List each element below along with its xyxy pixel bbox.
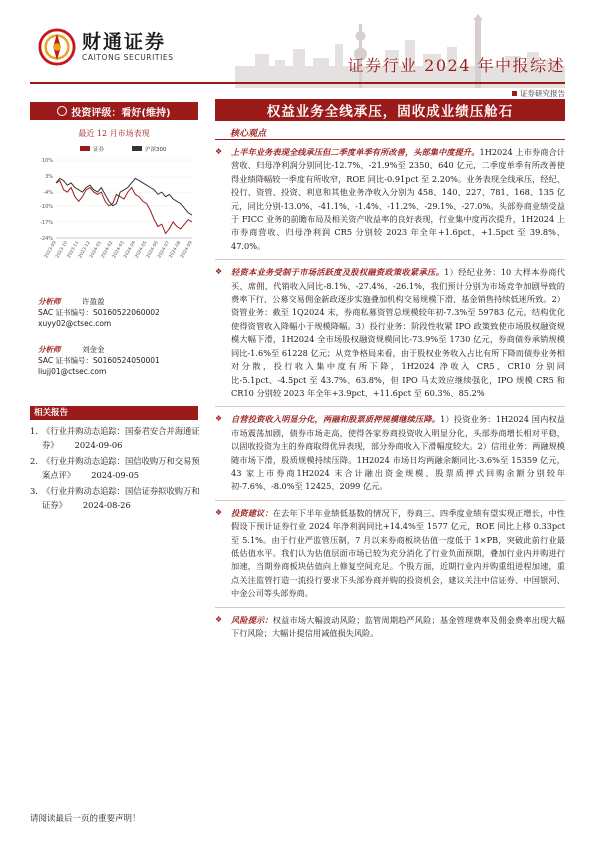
- analyst-card-1: [38, 296, 160, 329]
- investment-rating: 投资评级：看好(维持): [30, 102, 198, 120]
- key-point-item: [215, 614, 565, 641]
- analyst-role: 分析师: [38, 345, 61, 354]
- x-tick-label: 2024-06: [145, 240, 160, 260]
- analyst-name: 许盈盈: [82, 297, 105, 306]
- related-report-item[interactable]: 2. 《行业并购动态追踪：国信收购万和交易预案点评》 2024-09-05: [30, 456, 200, 480]
- key-point-body: 1）投资业务：1H2024 国内权益市场震荡加剧，债券市场走高，使得各家券商投资收入明显分化，头部券商增长相对平稳，以固收投资为主的券商取得优异表现，部分券商收入下滑幅度较大。2）信用业务：两融规模随市场下滑，股质规模持续压降。1H2024 市场日均两融余额同比-3.6%至 15359 亿元，43 家上市券商1H2024 末合计融出资金规模、股票质押式回购余额分别较年初-7.6%、-8.0%至 12425、2099 亿元。: [231, 414, 565, 492]
- y-tick-label: 3%: [45, 174, 53, 181]
- sac-label: SAC 证书编号：: [38, 356, 94, 365]
- x-tick-label: 2023-09: [43, 240, 58, 260]
- key-point-item: [215, 146, 565, 253]
- related-report-title: 《行业并购动态追踪：国信收购万和交易预案点评》: [42, 456, 200, 480]
- core-view-label: 核心观点: [230, 129, 267, 139]
- related-reports-list: [30, 424, 202, 514]
- related-report-item[interactable]: 1. 《行业并购动态追踪：国泰君安合并海通证券》 2024-09-06: [30, 426, 200, 450]
- x-tick-label: 2024-03: [111, 240, 126, 260]
- analyst-email[interactable]: liujj01@ctsec.com: [38, 367, 107, 376]
- disclaimer-footer: 请阅读最后一页的重要声明！: [30, 814, 141, 824]
- caitong-logo-icon: [38, 28, 76, 66]
- x-tick-label: 2023-11: [66, 240, 81, 260]
- y-tick-label: -10%: [40, 203, 53, 210]
- x-tick-label: 2024-05: [134, 240, 149, 260]
- x-tick-label: 2024-04: [123, 240, 138, 260]
- related-report-date: 2024-08-26: [82, 500, 131, 510]
- key-point-item: [215, 413, 565, 493]
- x-tick-label: 2024-09: [179, 240, 194, 260]
- logo-chinese-name: 财通证券: [82, 31, 167, 53]
- divider: [215, 406, 565, 407]
- related-report-date: 2024-09-05: [91, 470, 140, 480]
- y-tick-label: -24%: [40, 236, 53, 242]
- logo-english-name: CAITONG SECURITIES: [82, 53, 174, 62]
- related-report-item[interactable]: 3. 《行业并购动态追踪：国信证券拟收购万和证券》 2024-08-26: [30, 486, 200, 510]
- x-tick-label: 2024-01: [89, 240, 104, 260]
- x-tick-label: 2023-12: [77, 240, 92, 260]
- related-report-date: 2024-09-06: [74, 440, 123, 450]
- key-point-item: [215, 266, 565, 400]
- rating-badge-icon: [57, 106, 67, 116]
- key-point-lead: 投资建议：: [231, 507, 273, 518]
- square-bullet-icon: [512, 91, 517, 96]
- related-report-title: 《行业并购动态追踪：国信证券拟收购万和证券》: [42, 486, 200, 510]
- legend-label: 证券: [93, 147, 105, 153]
- sac-label: SAC 证书编号：: [38, 308, 94, 317]
- key-point-body: 1）经纪业务：10 大样本券商代买、席佣、代销收入同比-8.1%、-27.4%、-26.1%，我们预计分别为市场竞争加剧导致的费率下行、公募交易佣金新政逐步实施叠加机构交易规模下滑、基金销售持续低迷所致。2）资管业务：截至 1Q2024 末，券商私募资管总规模较年初-7.3%至 59783 亿元，结构优化使得资管收入降幅小于规模降幅。3）投行业务：阶段性收紧 IPO 政策致使市场股权融资规模大幅下滑，1H2024 全市场股权融资规模同比-73.9%至 1730 亿元，券商债券承销规模同比-1.6%至 61228 亿元；从竞争格局来看，由于股权业务收入占比有所下降而债券业务相对分散，投行收入集中度有所下降，1H2024 净收入 CR5、CR10 分别同比-5.1pct、-4.5pct 至 43.7%、63.8%，但 IPO 马太效应继续强化，IPO 规模 CR5 和 CR10 分别较 2023 年全年+3.9pct、+11.6pct 至 60.3%、85.2%: [231, 267, 565, 398]
- key-point-lead: 自营投资收入明显分化，两融和股票质押规模继续压降。: [231, 414, 441, 425]
- document-title: 证券行业 2024 年中报综述: [347, 56, 565, 75]
- core-view-divider: [215, 139, 565, 140]
- sac-number: S0160524050001: [93, 356, 160, 365]
- key-point-item: [215, 507, 565, 601]
- x-tick-label: 2024-08: [168, 240, 183, 260]
- key-point-lead: 轻资本业务受制于市场活跃度及股权融资政策收紧承压。: [231, 267, 445, 278]
- key-point-lead: 上半年业务表现全线承压但二季度单季有所改善，头部集中度提升。: [231, 147, 480, 157]
- header-divider: [30, 82, 565, 84]
- x-tick-label: 2024-07: [157, 240, 172, 260]
- report-type-label: 证券研究报告: [512, 88, 565, 99]
- y-tick-label: 10%: [41, 158, 53, 164]
- x-tick-label: 2023-10: [55, 240, 70, 260]
- related-reports-heading: 相关报告: [30, 406, 198, 420]
- key-point-body: 在去年下半年业绩低基数的情况下，券商三、四季度业绩有望实现正增长，中性假设下预计证券行业 2024 年净利润同比+14.4%至 1577 亿元，ROE 同比上移 0.33pct 至 5.1%。由于行业严监管压制，7 月以来券商板块估值一度低于 1×PB，突破此前行业最低估值水平。我们认为估值层面市场已较为充分消化了行业负面预期，叠加行业内并购进行加速，当期券商板块估值向上修复空间充足。个股方面，近期行业内并购重组进程加速，重点关注监管打造一流投行要求下头部券商并购的投资机会，建议关注中信证券、中国银河、中金公司等头部券商。: [231, 507, 565, 599]
- report-headline: 权益业务全线承压，固收成业绩压舱石: [215, 99, 565, 121]
- series-line: [56, 178, 192, 215]
- related-report-title: 《行业并购动态追踪：国泰君安合并海通证券》: [42, 426, 200, 450]
- divider: [215, 607, 565, 608]
- legend-swatch: [80, 146, 90, 151]
- x-tick-label: 2024-02: [100, 240, 115, 260]
- key-point-lead: 风险提示：: [231, 614, 273, 625]
- company-logo: [38, 28, 174, 66]
- analyst-email[interactable]: xuyy02@ctsec.com: [38, 319, 112, 328]
- analyst-name: 刘金金: [82, 345, 105, 354]
- y-tick-label: -4%: [43, 190, 53, 197]
- legend-label: 沪深300: [145, 147, 167, 153]
- y-tick-label: -17%: [40, 219, 53, 226]
- analyst-card-2: [38, 344, 160, 377]
- analyst-role: 分析师: [38, 297, 61, 306]
- legend-swatch: [132, 146, 142, 151]
- chart-title: 最近 12 月市场表现: [78, 129, 150, 138]
- market-performance-chart: [30, 140, 198, 280]
- key-points: [215, 146, 565, 646]
- divider: [215, 259, 565, 260]
- sac-number: S0160522060002: [93, 308, 160, 317]
- key-point-body: 权益市场大幅波动风险；监管周期趋严风险；基金管理费率及佣金费率出现大幅下行风险；大幅计提信用减值损失风险。: [231, 614, 565, 638]
- key-point-body: 1H2024 上市券商合计营收、归母净利润分别同比-12.7%、-21.9%至 2350、640 亿元，二季度单季有所改善使得业绩降幅较一季度有所收窄，ROE 同比-0.91pct 至 2.20%。业务表现全线承压，经纪、投行、资管、投资、利息和其他业务净收入分别为 458、140、227、781、168、135 亿元，同比分别-13.0%、-41.1%、-1.4%、-11.2%、-29.1%、-27.0%。头部券商业绩受益于 FICC 业务的前瞻布局及相关资产收益率的良好表现，行业集中度再次提升，1H2024 上市券商营收、归母净利润 CR5 分别较 2023 年全年+1.6pct、+1.5pct 至 39.8%、47.0%。: [231, 147, 565, 251]
- city-skyline-illustration: [235, 14, 565, 88]
- divider: [215, 500, 565, 501]
